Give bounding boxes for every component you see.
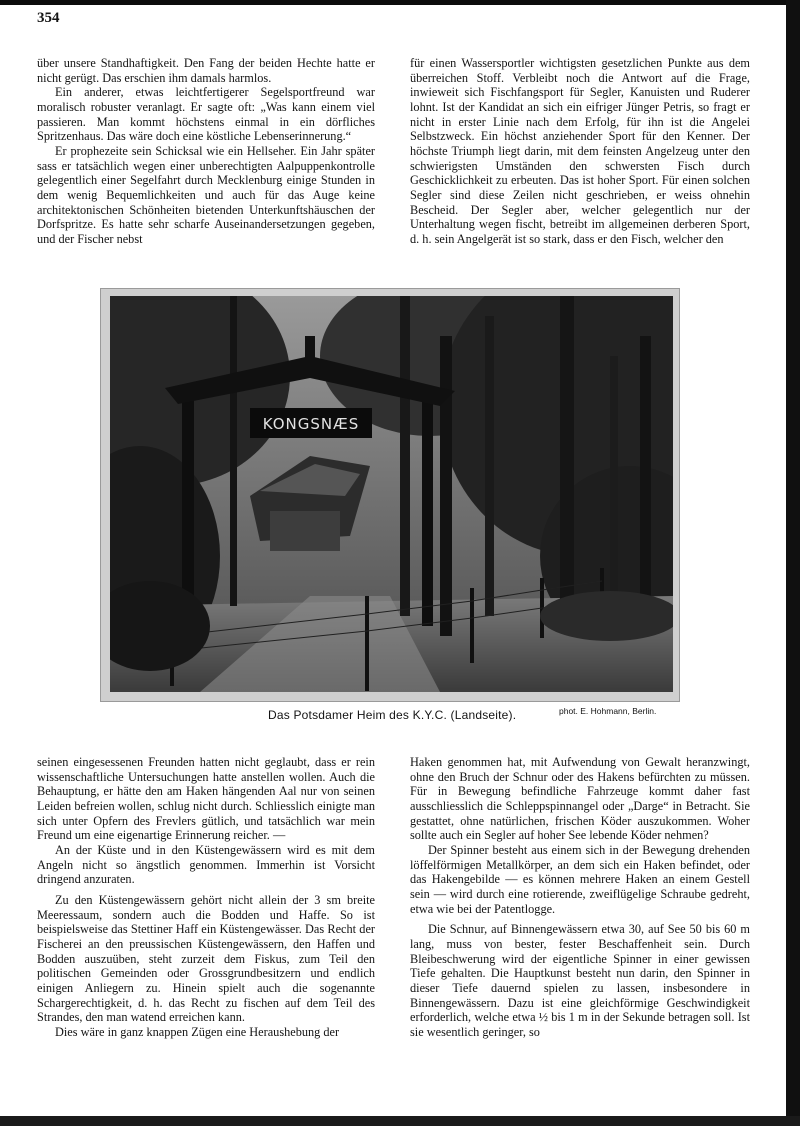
column-bottom-right (410, 755, 750, 1039)
column-top-right (410, 56, 750, 247)
scan-border-top (0, 0, 800, 5)
photograph-kongsnaes-gate (110, 296, 673, 692)
paragraph: An der Küste und in den Küstengewässern wird es mit dem Angeln nicht so ängstlich genommen. Immerhin ist Vorsicht dringend anzuraten. (37, 842, 375, 887)
paragraph: für einen Wassersportler wichtigsten gesetzlichen Punkte aus dem überreichen Stoff. Verbleibt noch die Antwort auf die Frage, inwieweit sich Fischfangsport für Segler, Kanuisten und Ruderer lohnt. Ist der Kandidat an sich ein eifriger Jünger Petris, so fragt er nicht in erster Linie nach dem Erfolg, für ihn ist die Angelei Selbstzweck. Ein höchst anziehender Sport für den Kenner. Der höchste Triumph liegt darin, mit dem feinsten Angelzeug unter den schwierigsten Umständen den schwersten Fisch durch Geschicklichkeit zu erbeuten. Das ist hoher Sport. Für einen solchen Segler sind diese Zeilen nicht geschrieben, er weiss ohnehin Bescheid. Der Segler aber, welcher gelegentlich nur der Unterhaltung wegen fischt, betreibt im allgemeinen derberen Sport, d. h. sein Angelgerät ist so stark, dass er den Fisch, welcher den (410, 56, 750, 246)
figure-caption: Das Potsdamer Heim des K.Y.C. (Landseite). (268, 708, 517, 722)
paragraph: Haken genommen hat, mit Aufwendung von Gewalt heranzwingt, ohne den Bruch der Schnur oder des Hakens befürchten zu müssen. Für in Bewegung befindliche Fahrzeuge kommt daher fast ausschliesslich die Schleppspinnangel oder „Darge“ in Betracht. Sie gestattet, ohne natürlichen, frischen Köder auszukommen. Woher sollte auch ein Segler auf hoher See lebende Köder nehmen? (410, 755, 750, 843)
column-bottom-left (37, 755, 375, 1039)
forest-gate-photo (110, 296, 673, 692)
paragraph: Ein anderer, etwas leichtfertigerer Segelsportfreund war moralisch robuster veranlagt. Er sagte oft: „Was kann einem viel passieren. Man kommt höchstens einmal in ein dörfliches Spritzenhaus. Das wäre doch eine köstliche Lebenserinnerung.“ (37, 85, 375, 144)
paragraph: Dies wäre in ganz knappen Zügen eine Heraushebung der (55, 1024, 340, 1039)
gate-sign-text: KONGSNÆS (262, 415, 360, 433)
paragraph: Der Spinner besteht aus einem sich in der Bewegung drehenden löffelförmigen Metallkörper, an dem sich ein Haken befindet, oder das Hakengebilde — es können mehrere Haken an einem Gestell sein — wird durch eine rotierende, zweiflügelige Schraube gedreht, etwa wie bei der Patentlogge. (410, 842, 750, 916)
column-top-left (37, 56, 375, 247)
paragraph: Die Schnur, auf Binnengewässern etwa 30, auf See 50 bis 60 m lang, muss von bester, fester Beschaffenheit sein. Durch Bleibeschwerung wird der eigentliche Spinner in einer gewissen Tiefe gehalten. Die Hauptkunst besteht nun darin, den Spinner in dieser Tiefe dauernd spielen zu lassen, insbesondere in Binnengewässern. Dazu ist eine gleichförmige Geschwindigkeit erforderlich, welche etwa ½ bis 1 m in der Sekunde betragen soll. Ist sie wesentlich geringer, so (410, 922, 750, 1039)
paragraph: Zu den Küstengewässern gehört nicht allein der 3 sm breite Meeressaum, sondern auch die Bodden und Haffe. So ist beispielsweise das Stettiner Haff ein Küstengewässer. Das Recht der Fischerei an den preussischen Küstengewässern, den Haffen und Bodden auszuüben, steht zurzeit dem Fiskus, zum Teil den politischen Gemeinden oder Grossgrundbesitzern und endlich einigen Anliegern zu. Hinein spielt auch die sogenannte Schargerechtigkeit, d. h. das Recht zu fischen auf dem Teil des Strandes, den man watend erreichen kann. (37, 892, 375, 1025)
photo-credit: phot. E. Hohmann, Berlin. (559, 706, 657, 716)
scan-border-right (786, 0, 800, 1126)
paragraph: Er prophezeite sein Schicksal wie ein Hellseher. Ein Jahr später sass er tatsächlich wegen einer unberechtigten Aalpuppenkontrolle gelegentlich einer Segelfahrt durch Mecklenburg einige Stunden in dem wenig Bequemlichkeiten und auch für das Auge keine architektonischen Schönheiten bietenden Unterkunftshäuschen der Dorfspritze. Es hatte sehr scharfe Auseinandersetzungen gegeben, und der Fischer nebst (37, 143, 375, 246)
page-number: 354 (37, 10, 60, 26)
paragraph: seinen eingesessenen Freunden hatten nicht geglaubt, dass er rein wissenschaftliche Untersuchungen hatte anstellen wollen. Auch die Behauptung, er hätte den am Haken hängenden Aal nur von seinen Leiden befreien wollen, schlug nicht durch. Schliesslich einigte man sich unter Opfern des Frevlers gütlich, und tatsächlich war mein Freund um eine eigenartige Erinnerung reicher. — (37, 755, 375, 843)
paragraph: über unsere Standhaftigkeit. Den Fang der beiden Hechte hatte er nicht gerügt. Das erschien ihm damals harmlos. (37, 56, 375, 85)
photo-frame (100, 288, 680, 702)
scan-border-bottom (0, 1116, 800, 1126)
